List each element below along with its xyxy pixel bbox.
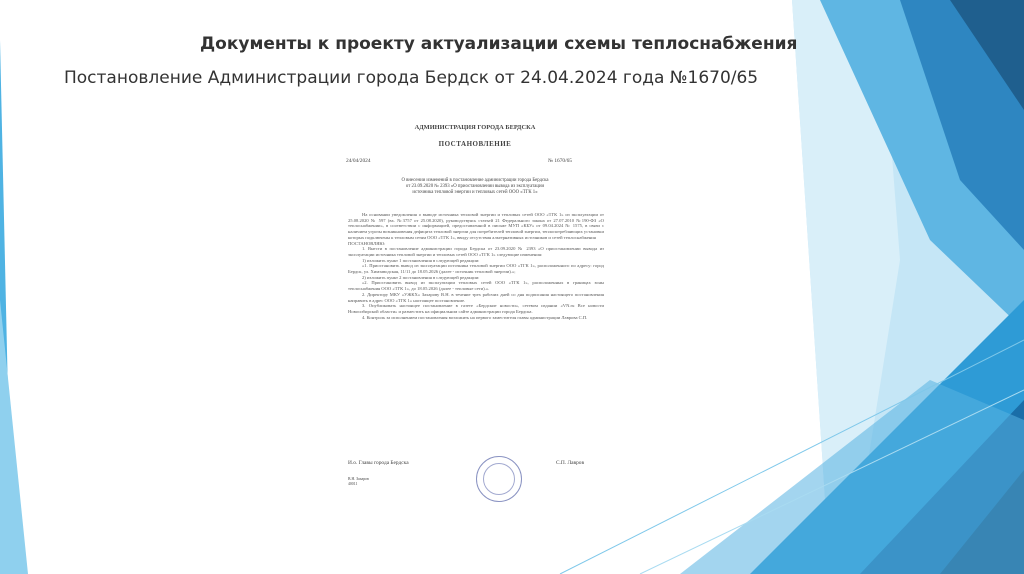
stamp-seal: [476, 456, 522, 502]
document-paragraph: 1. Внести в постановление администрации города Бердска от 23.09.2020 № 2393 «О приостановлении вывода из эксплуатации источника тепловой энергии и тепловых сетей ООО «ТГК 1» следующие изменения:: [348, 246, 604, 257]
document-paragraph: ПОСТАНОВЛЯЮ:: [348, 240, 386, 246]
executor-name: В.Н. Захаров: [348, 477, 369, 481]
document-paragraph: 2. Директору МКУ «УЖКХ» Захарову В.Н. в течение трех рабочих дней со дня подписания настоящего постановления направить в адрес ООО «ТГК 1» настоящее постановление.: [348, 291, 604, 303]
document-heading: ПОСТАНОВЛЕНИЕ: [438, 140, 512, 148]
document-header: АДМИНИСТРАЦИЯ ГОРОДА БЕРДСКА: [414, 124, 536, 131]
subject-line: источника тепловой энергии и тепловых сетей ООО «ТГК 1»: [412, 190, 538, 195]
document-paragraph: «2. Приостановить вывод из эксплуатации тепловых сетей ООО «ТГК 1», расположенных в границах зоны теплоснабжения ООО «ТГК 1», до 18.05.2026 (далее - тепловые сети).».: [348, 280, 604, 292]
slide-title: Документы к проекту актуализации схемы теплоснабжения: [200, 34, 798, 54]
document-paragraph: На основании уведомления о выводе источника тепловой энергии и тепловых сетей ООО «ТГК 1» из эксплуатации от 25.08.2020 № 597 (вх. №3757 от 25.08.2020), руководствуясь статьей 21 Федерального закона от 27.07.2010 №190-ФЗ «О теплоснабжении», в соответствии с информацией, предоставленной в письме МУП «КБУ» от 09.04.2024 № 1575, в связи с наличием угрозы возникновения дефицита тепловой энергии для потребителей тепловой энергии, теплопотребляющих установки которых подключены к тепловым сетям ООО «ТГК 1», ввиду отсутствия альтернативных источников и сетей теплоснабжения: [348, 212, 604, 240]
signer-title: И.о. Главы города Бердска: [348, 460, 409, 466]
subject-line: О внесении изменений в постановление администрации города Бердска: [401, 178, 549, 183]
subject-line: от 23.09.2020 № 2393 «О приостановлении вывода из эксплуатации: [405, 184, 545, 189]
signer-name: С.П. Лавров: [555, 460, 584, 466]
document-paragraph: 2) изложить пункт 2 постановления в следующей редакции:: [362, 274, 480, 280]
document-number: № 1670/65: [547, 158, 572, 164]
document-paragraph: 1) изложить пункт 1 постановления в следующей редакции:: [362, 257, 480, 263]
document-paragraph: «1. Приостановить вывод из эксплуатации источника тепловой энергии ООО «ТГК 1», расположенного по адресу: город Бердск, ул. Химзаводская, 11/11 до 18.05.2026 (далее - источник тепловой энергии).»;: [348, 263, 604, 275]
slide-subtitle: Постановление Администрации города Бердск от 24.04.2024 года №1670/65: [64, 68, 759, 88]
document-date: 24/04/2024: [346, 158, 371, 164]
executor-phone: 40011: [348, 481, 358, 486]
document-paragraph: 4. Контроль за исполнением постановления возложить на первого заместителя главы администрации Лаврова С.П.: [362, 314, 588, 320]
document-paragraph: 3. Опубликовать настоящее постановление в газете «Бердские новости», сетевом издании «VN.ru Все новости Новосибирской области» и разместить на официальном сайте администрации города Бердска.: [348, 303, 604, 314]
document-scan: [330, 108, 620, 498]
document-body: [348, 212, 604, 320]
executor-info: [348, 477, 369, 486]
document-subject: [330, 178, 620, 196]
